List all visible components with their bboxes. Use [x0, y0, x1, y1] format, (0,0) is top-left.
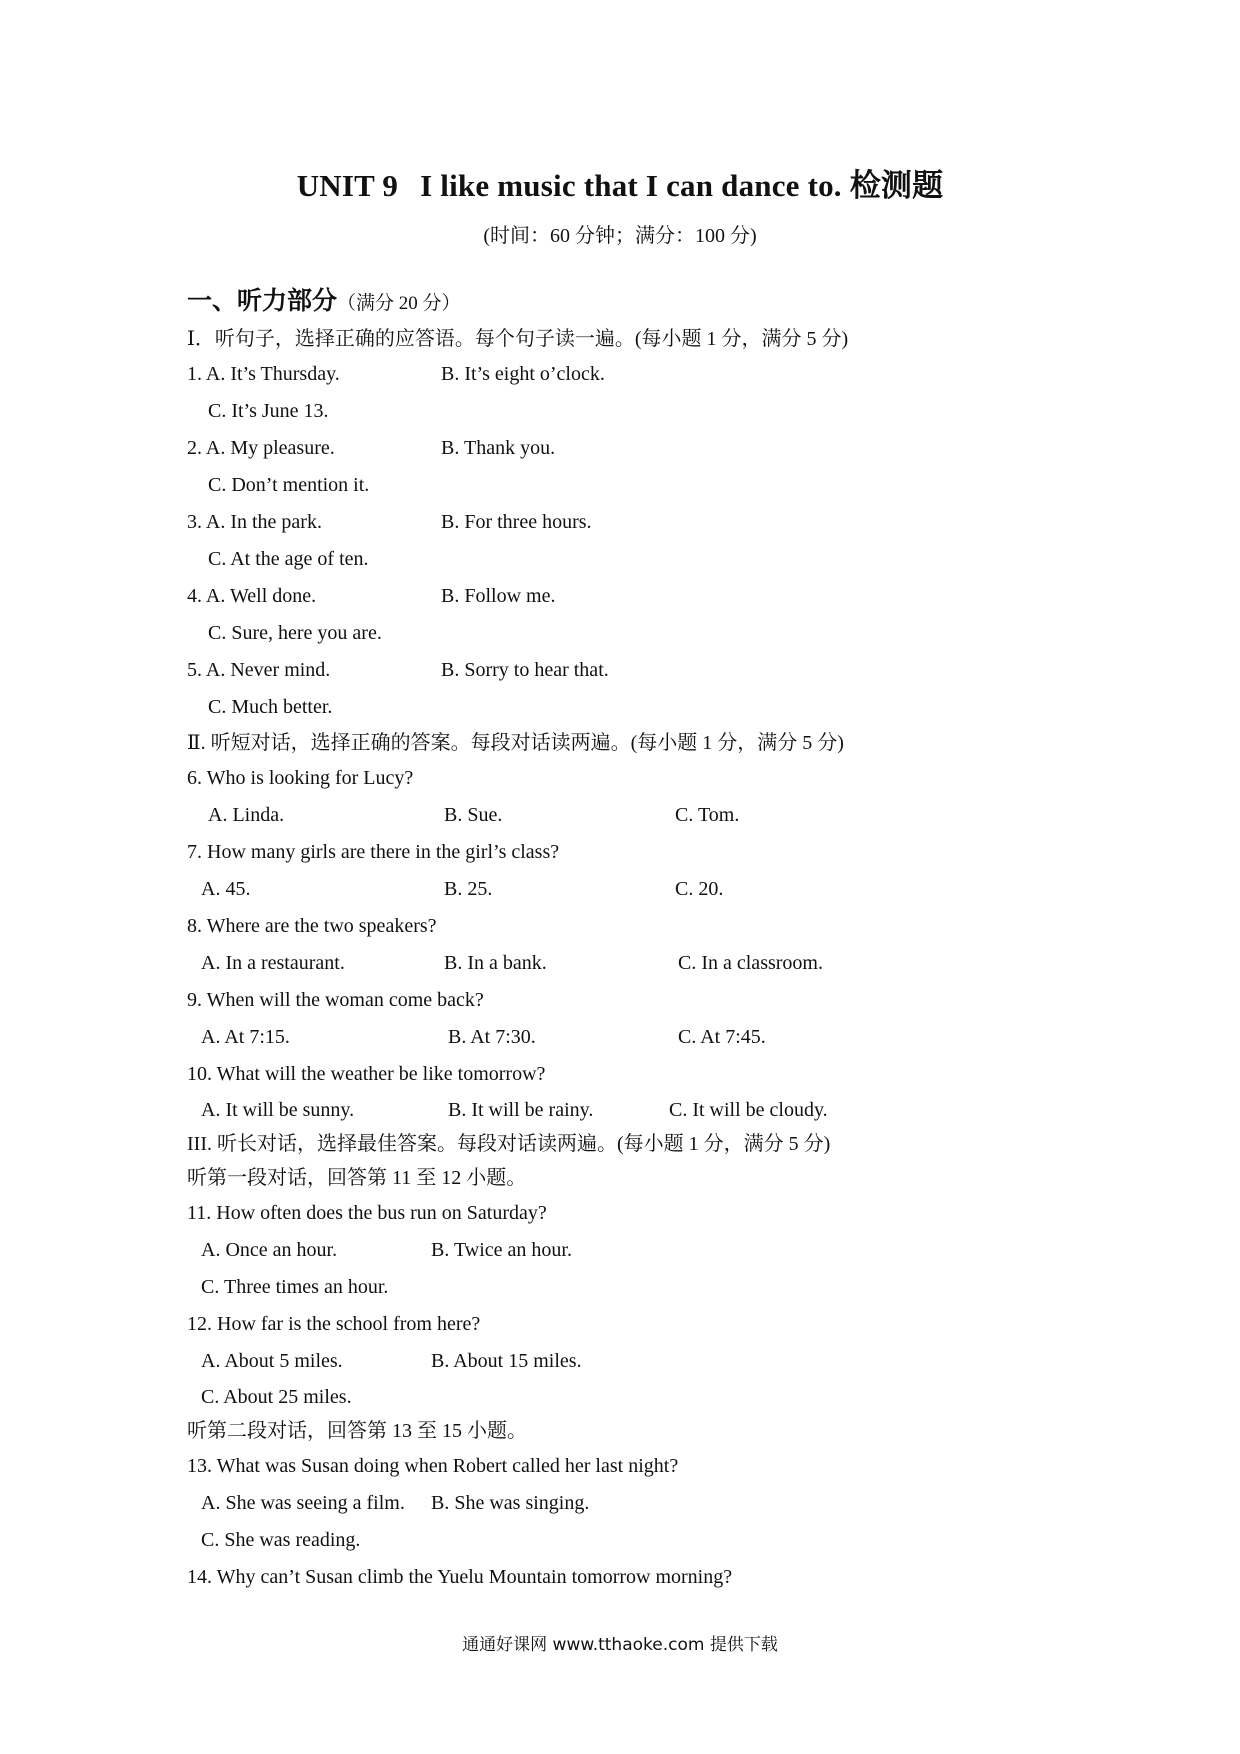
option-c: C. At 7:45. [678, 1026, 766, 1048]
question-4 [187, 578, 1047, 615]
option-a: A. In a restaurant. [201, 952, 345, 974]
option-c: C. At the age of ten. [208, 548, 369, 570]
question-13-c [187, 1522, 1047, 1559]
question-3-c [187, 541, 1047, 578]
option-b: B. She was singing. [431, 1492, 590, 1514]
option-b: B. It will be rainy. [448, 1099, 594, 1121]
dialogue-1-intro: 听第一段对话，回答第 11 至 12 小题。 [187, 1167, 527, 1189]
option-b: B. 25. [444, 878, 493, 900]
option-b: B. Follow me. [441, 585, 556, 607]
option-b: B. At 7:30. [448, 1026, 536, 1048]
question-14-stem: 14. Why can’t Susan climb the Yuelu Mountain tomorrow morning? [187, 1566, 733, 1588]
title-unit: UNIT 9 [296, 168, 399, 203]
page-footer: 通通好课网 www.tthaoke.com 提供下载 [462, 1635, 778, 1655]
question-3 [187, 504, 1047, 541]
option-a: 5. A. Never mind. [187, 659, 331, 681]
option-b: B. It’s eight o’clock. [441, 363, 605, 385]
option-c: C. It’s June 13. [208, 400, 329, 422]
option-a: A. At 7:15. [201, 1026, 290, 1048]
option-a: A. It will be sunny. [201, 1099, 355, 1121]
part2-instruction: Ⅱ. 听短对话，选择正确的答案。每段对话读两遍。(每小题 1 分，满分 5 分) [187, 732, 844, 754]
question-11-options [187, 1232, 1047, 1269]
option-b: B. Sorry to hear that. [441, 659, 609, 681]
option-a: A. Once an hour. [201, 1239, 338, 1261]
option-c: C. It will be cloudy. [669, 1099, 828, 1121]
option-a: 4. A. Well done. [187, 585, 317, 607]
question-11-c [187, 1269, 1047, 1306]
option-a: A. About 5 miles. [201, 1350, 343, 1372]
question-4-c [187, 615, 1047, 652]
section-heading-text: 一、听力部分 [187, 288, 338, 315]
option-c: C. 20. [675, 878, 724, 900]
section-heading-note: （满分 20 分） [337, 293, 461, 314]
question-12-stem: 12. How far is the school from here? [187, 1313, 481, 1335]
option-a: A. 45. [201, 878, 251, 900]
page-title [0, 160, 1240, 205]
title-text: I like music that I can dance to. 检测题 [420, 168, 944, 203]
question-5-c [187, 689, 1047, 726]
question-10-stem: 10. What will the weather be like tomorrow? [187, 1063, 546, 1085]
option-b: B. Sue. [444, 804, 503, 826]
page-subtitle: (时间：60 分钟；满分：100 分) [483, 225, 757, 247]
option-c: C. In a classroom. [678, 952, 823, 974]
question-5 [187, 652, 1047, 689]
question-8-stem: 8. Where are the two speakers? [187, 915, 437, 937]
option-c: C. Tom. [675, 804, 740, 826]
question-2 [187, 430, 1047, 467]
option-a: A. Linda. [208, 804, 285, 826]
question-11-stem: 11. How often does the bus run on Saturday? [187, 1202, 547, 1224]
option-a: 2. A. My pleasure. [187, 437, 335, 459]
question-7-stem: 7. How many girls are there in the girl’s class? [187, 841, 560, 863]
question-7-options [187, 871, 1047, 908]
option-c: C. Much better. [208, 696, 333, 718]
section-heading [187, 282, 1047, 322]
option-c: C. Don’t mention it. [208, 474, 370, 496]
option-c: C. About 25 miles. [201, 1386, 352, 1408]
part3-instruction: III. 听长对话，选择最佳答案。每段对话读两遍。(每小题 1 分，满分 5 分) [187, 1133, 831, 1155]
option-b: B. For three hours. [441, 511, 592, 533]
dialogue-2-intro: 听第二段对话，回答第 13 至 15 小题。 [187, 1420, 527, 1442]
option-b: B. About 15 miles. [431, 1350, 582, 1372]
option-a: A. She was seeing a film. [201, 1492, 405, 1514]
question-6-stem: 6. Who is looking for Lucy? [187, 767, 414, 789]
option-c: C. Sure, here you are. [208, 622, 382, 644]
option-c: C. She was reading. [201, 1529, 361, 1551]
question-6-options [187, 797, 1047, 834]
question-12-options [187, 1343, 1047, 1380]
option-b: B. In a bank. [444, 952, 547, 974]
option-c: C. Three times an hour. [201, 1276, 389, 1298]
question-1 [187, 356, 1047, 393]
question-9-stem: 9. When will the woman come back? [187, 989, 484, 1011]
option-a: 1. A. It’s Thursday. [187, 363, 340, 385]
option-a: 3. A. In the park. [187, 511, 322, 533]
question-9-options [187, 1019, 1047, 1056]
question-2-c [187, 467, 1047, 504]
exam-content [187, 282, 1047, 1596]
question-10-options [187, 1093, 1047, 1127]
part1-instruction: Ⅰ．听句子，选择正确的应答语。每个句子读一遍。(每小题 1 分，满分 5 分) [187, 328, 849, 350]
question-13-options [187, 1485, 1047, 1522]
question-1-c [187, 393, 1047, 430]
question-12-c [187, 1380, 1047, 1414]
option-b: B. Thank you. [441, 437, 556, 459]
option-b: B. Twice an hour. [431, 1239, 572, 1261]
question-8-options [187, 945, 1047, 982]
question-13-stem: 13. What was Susan doing when Robert called her last night? [187, 1455, 679, 1477]
